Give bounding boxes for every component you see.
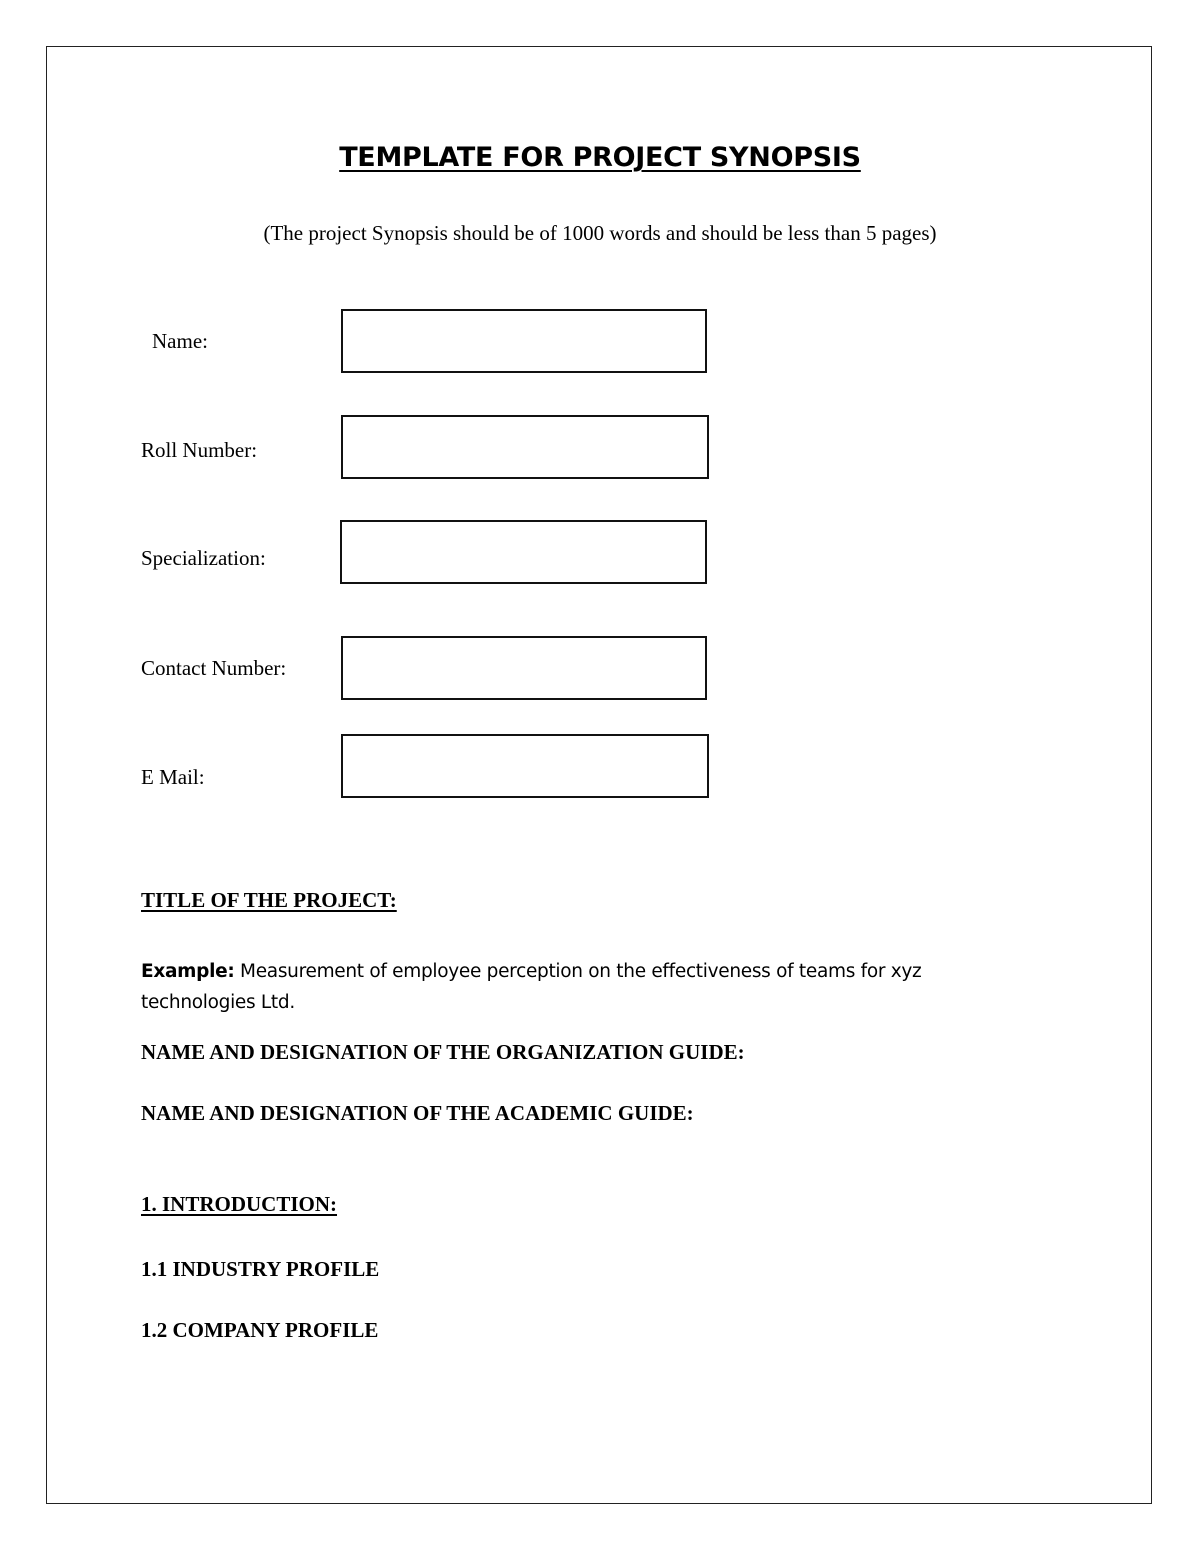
industry-profile-heading: 1.1 INDUSTRY PROFILE — [141, 1257, 380, 1281]
roll-number-field[interactable] — [341, 415, 709, 479]
email-field[interactable] — [341, 734, 709, 798]
email-label: E Mail: — [141, 765, 205, 789]
name-label: Name: — [152, 329, 208, 353]
document-subtitle: (The project Synopsis should be of 1000 words and should be less than 5 pages) — [263, 221, 937, 245]
contact-number-field[interactable] — [341, 636, 707, 700]
example-text: Measurement of employee perception on the effectiveness of teams for xyz technologies Ltd. — [141, 961, 922, 1013]
company-profile-heading: 1.2 COMPANY PROFILE — [141, 1318, 379, 1342]
document-title: TEMPLATE FOR PROJECT SYNOPSIS — [339, 142, 861, 173]
name-field[interactable] — [341, 309, 707, 373]
project-title-heading: TITLE OF THE PROJECT: — [141, 888, 397, 912]
example-label: Example: — [141, 961, 235, 982]
specialization-field[interactable] — [340, 520, 707, 584]
academic-guide-heading: NAME AND DESIGNATION OF THE ACADEMIC GUIDE: — [141, 1101, 694, 1125]
contact-number-label: Contact Number: — [141, 656, 287, 680]
example-paragraph — [141, 956, 1021, 1018]
roll-number-label: Roll Number: — [141, 438, 258, 462]
specialization-label: Specialization: — [141, 546, 266, 570]
introduction-heading: 1. INTRODUCTION: — [141, 1192, 338, 1216]
organization-guide-heading: NAME AND DESIGNATION OF THE ORGANIZATION GUIDE: — [141, 1040, 745, 1064]
